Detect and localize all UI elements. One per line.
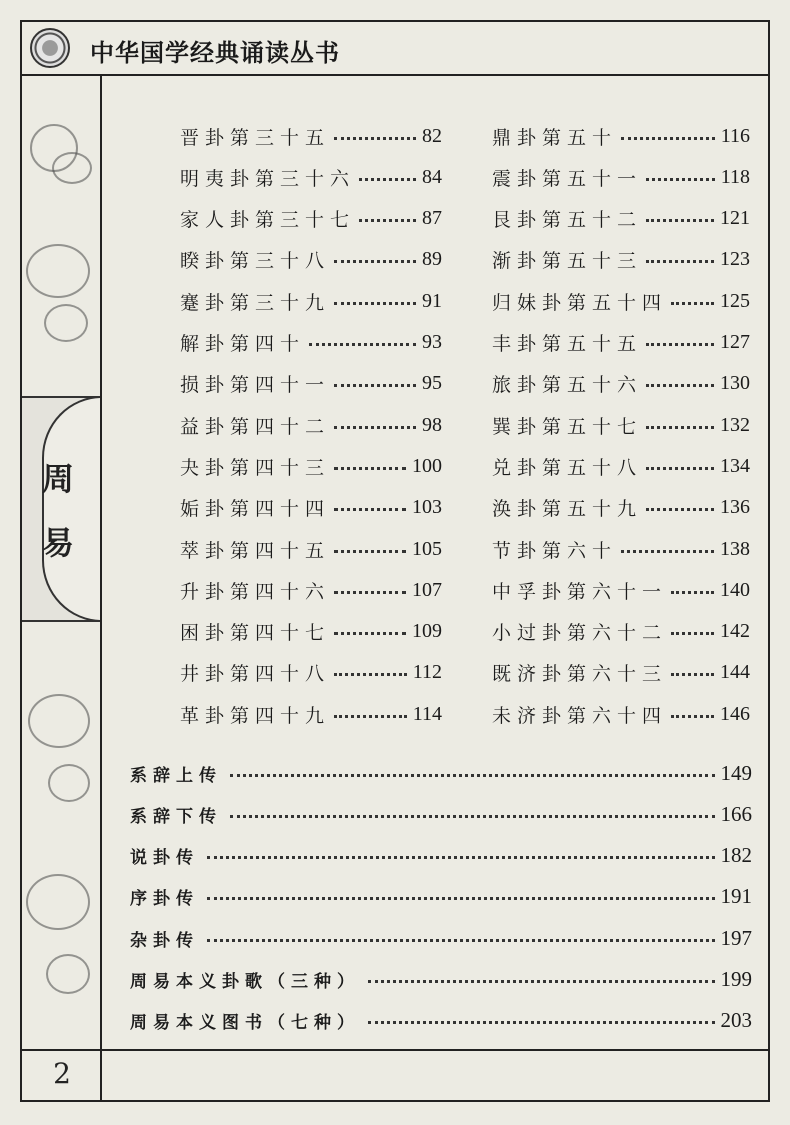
toc-leader-dots [207, 897, 715, 900]
toc-entry-page: 146 [720, 702, 750, 725]
toc-entry-page: 114 [412, 702, 442, 725]
toc-entry-title: 巽卦第五十七 [492, 415, 643, 438]
toc-entry-title: 明夷卦第三十六 [180, 167, 356, 190]
toc-entry-page: 127 [720, 331, 750, 353]
toc-entry-page: 191 [720, 884, 752, 909]
toc-leader-dots [671, 302, 714, 305]
toc-entry-title: 未济卦第六十四 [492, 704, 668, 727]
toc-entry-page: 87 [422, 207, 442, 230]
toc-entry [492, 575, 750, 605]
toc-entry [130, 965, 752, 995]
toc-entry [492, 328, 750, 358]
toc-entry [180, 162, 442, 192]
toc-entry-page: 203 [720, 1008, 752, 1033]
toc-entry-page: 105 [412, 537, 442, 560]
toc-leader-dots [334, 673, 407, 676]
toc-leader-dots [359, 219, 416, 222]
toc-entry [180, 204, 442, 234]
toc-entry [130, 841, 752, 871]
toc-entry-title: 归妹卦第五十四 [492, 291, 668, 314]
toc-entry-page: 82 [422, 124, 442, 147]
toc-leader-dots [671, 673, 714, 676]
toc-entry [492, 534, 750, 564]
toc-entry-page: 112 [412, 661, 442, 684]
toc-entry [492, 451, 750, 481]
toc-entry [180, 328, 442, 358]
toc-entry-title: 渐卦第五十三 [492, 250, 643, 273]
toc-entry-title: 旅卦第五十六 [492, 374, 643, 397]
toc-leader-dots [671, 715, 714, 718]
toc-entry [180, 493, 442, 523]
toc-entry [492, 658, 750, 688]
toc-entry-title: 睽卦第三十八 [180, 250, 331, 273]
toc-leader-dots [207, 856, 715, 859]
toc-entry-title: 既济卦第六十三 [492, 663, 668, 686]
toc-entry-title: 益卦第四十二 [180, 415, 331, 438]
toc-entry [492, 369, 750, 399]
toc-entry-title: 中孚卦第六十一 [492, 580, 668, 603]
toc-leader-dots [230, 774, 715, 777]
toc-leader-dots [334, 302, 416, 305]
toc-entry [180, 699, 442, 729]
toc-leader-dots [646, 467, 714, 470]
toc-leader-dots [646, 384, 714, 387]
toc-entry-page: 89 [422, 248, 442, 271]
toc-entry-title: 艮卦第五十二 [492, 209, 643, 232]
toc-entry-page: 116 [720, 124, 750, 147]
toc-entry [180, 534, 442, 564]
toc-entry-page: 103 [412, 496, 442, 519]
toc-entry-title: 兑卦第五十八 [492, 456, 643, 479]
toc-entry [180, 658, 442, 688]
toc-entry-page: 132 [720, 413, 750, 436]
toc-entry-title: 损卦第四十一 [180, 374, 331, 397]
toc-leader-dots [334, 137, 416, 140]
toc-entry [180, 286, 442, 316]
toc-entry [492, 121, 750, 151]
toc-entry-title: 晋卦第三十五 [180, 126, 331, 149]
toc-entry [492, 699, 750, 729]
toc-entry [180, 451, 442, 481]
toc-entry-page: 107 [412, 578, 442, 601]
toc-leader-dots [334, 384, 416, 387]
toc-entry-title: 系辞下传 [130, 806, 222, 827]
toc-leader-dots [646, 508, 714, 511]
toc-entry-page: 199 [720, 967, 752, 991]
toc-entry [180, 575, 442, 605]
toc-entry-page: 125 [720, 289, 750, 312]
cloud-ornament [46, 954, 90, 994]
toc-entry [492, 245, 750, 275]
toc-entry-page: 84 [422, 165, 442, 188]
toc-entry-page: 98 [422, 413, 442, 436]
toc-entry-title: 革卦第四十九 [180, 704, 331, 727]
toc-entry-title: 蹇卦第三十九 [180, 291, 331, 314]
cloud-ornament [48, 764, 90, 802]
toc-leader-dots [671, 632, 714, 635]
toc-entry [130, 923, 752, 953]
toc-entry-title: 小过卦第六十二 [492, 622, 668, 645]
toc-entry [130, 799, 752, 829]
toc-entry [180, 369, 442, 399]
toc-entry-title: 震卦第五十一 [492, 167, 643, 190]
toc-leader-dots [359, 178, 416, 181]
toc-entry-title: 萃卦第四十五 [180, 539, 331, 562]
toc-entry-title: 鼎卦第五十 [492, 126, 618, 149]
toc-entry [130, 1006, 752, 1036]
toc-leader-dots [207, 939, 715, 942]
toc-entry-page: 123 [720, 248, 750, 271]
toc-entry-title: 说卦传 [130, 848, 199, 869]
toc-entry-page: 93 [422, 331, 442, 353]
series-logo [30, 28, 70, 68]
toc-leader-dots [646, 178, 715, 181]
toc-entry [492, 493, 750, 523]
toc-entry-title: 家人卦第三十七 [180, 209, 356, 232]
toc-entry-page: 136 [720, 496, 750, 519]
toc-entry [492, 410, 750, 440]
toc-entry-page: 130 [720, 372, 750, 395]
toc-entry [130, 882, 752, 912]
toc-leader-dots [621, 137, 715, 140]
toc-entry-title: 节卦第六十 [492, 539, 618, 562]
toc-entry-title: 姤卦第四十四 [180, 498, 331, 521]
series-title: 中华国学经典诵读丛书 [90, 39, 340, 67]
toc-entry-title: 夬卦第四十三 [180, 456, 331, 479]
toc-entry-title: 丰卦第五十五 [492, 333, 643, 355]
toc-leader-dots [230, 815, 715, 818]
toc-leader-dots [334, 508, 406, 511]
toc-entry [130, 758, 752, 788]
toc-leader-dots [334, 715, 407, 718]
toc-entry-page: 118 [720, 165, 750, 188]
toc-entry-title: 序卦传 [130, 889, 199, 910]
toc-leader-dots [334, 550, 406, 553]
toc-entry-page: 149 [720, 760, 752, 785]
toc-leader-dots [334, 260, 416, 263]
toc-entry-page: 121 [720, 207, 750, 230]
toc-entry-title: 困卦第四十七 [180, 622, 331, 645]
toc-entry-page: 134 [720, 454, 750, 477]
spine-label [22, 396, 100, 622]
toc-entry [180, 617, 442, 647]
toc-leader-dots [646, 426, 714, 429]
toc-leader-dots [334, 632, 406, 635]
toc-entry-title: 周易本义图书（七种） [130, 1013, 360, 1034]
footer-rule [22, 1049, 768, 1051]
decorative-sidebar [22, 74, 102, 1049]
cloud-ornament [26, 244, 90, 298]
cloud-ornament [28, 694, 90, 748]
cloud-ornament [52, 152, 92, 184]
toc-entry-page: 197 [720, 925, 752, 950]
cloud-ornament [44, 304, 88, 342]
spine-char: 周 [41, 460, 74, 498]
toc-entry-title: 涣卦第五十九 [492, 498, 643, 521]
toc-entry [492, 617, 750, 647]
toc-leader-dots [309, 343, 416, 346]
toc-entry [492, 286, 750, 316]
toc-leader-dots [621, 550, 714, 553]
toc-entry-title: 解卦第四十 [180, 333, 306, 355]
cloud-ornament [26, 874, 90, 930]
toc-entry-page: 144 [720, 661, 750, 684]
toc-entry-page: 138 [720, 537, 750, 560]
page-header [22, 22, 768, 76]
toc-leader-dots [334, 467, 406, 470]
toc-leader-dots [646, 219, 714, 222]
toc-leader-dots [646, 260, 714, 263]
toc-leader-dots [368, 1021, 715, 1024]
toc-entry-page: 100 [412, 454, 442, 477]
toc-entry-page: 140 [720, 578, 750, 601]
toc-entry-page: 91 [422, 289, 442, 312]
toc-entry-title: 周易本义卦歌（三种） [130, 972, 360, 992]
toc-entry [492, 162, 750, 192]
spine-tab [42, 396, 102, 622]
toc-entry-page: 182 [720, 843, 752, 868]
toc-entry [180, 245, 442, 275]
toc-leader-dots [368, 980, 715, 983]
toc-entry-page: 109 [412, 620, 442, 643]
toc-leader-dots [334, 591, 406, 594]
toc-entry-page: 95 [422, 372, 442, 395]
toc-entry-page: 166 [720, 801, 752, 826]
toc-leader-dots [334, 426, 416, 429]
toc-entry-title: 杂卦传 [130, 930, 199, 951]
page-number: 2 [53, 1057, 71, 1090]
toc-leader-dots [671, 591, 714, 594]
toc-entry-title: 井卦第四十八 [180, 663, 331, 686]
spine-char: 易 [41, 524, 74, 562]
toc-entry-title: 系辞上传 [130, 765, 222, 786]
toc-entry [180, 410, 442, 440]
toc-entry-page: 142 [720, 620, 750, 643]
toc-leader-dots [646, 343, 714, 346]
toc-entry-title: 升卦第四十六 [180, 580, 331, 603]
toc-entry [180, 121, 442, 151]
toc-entry [492, 204, 750, 234]
